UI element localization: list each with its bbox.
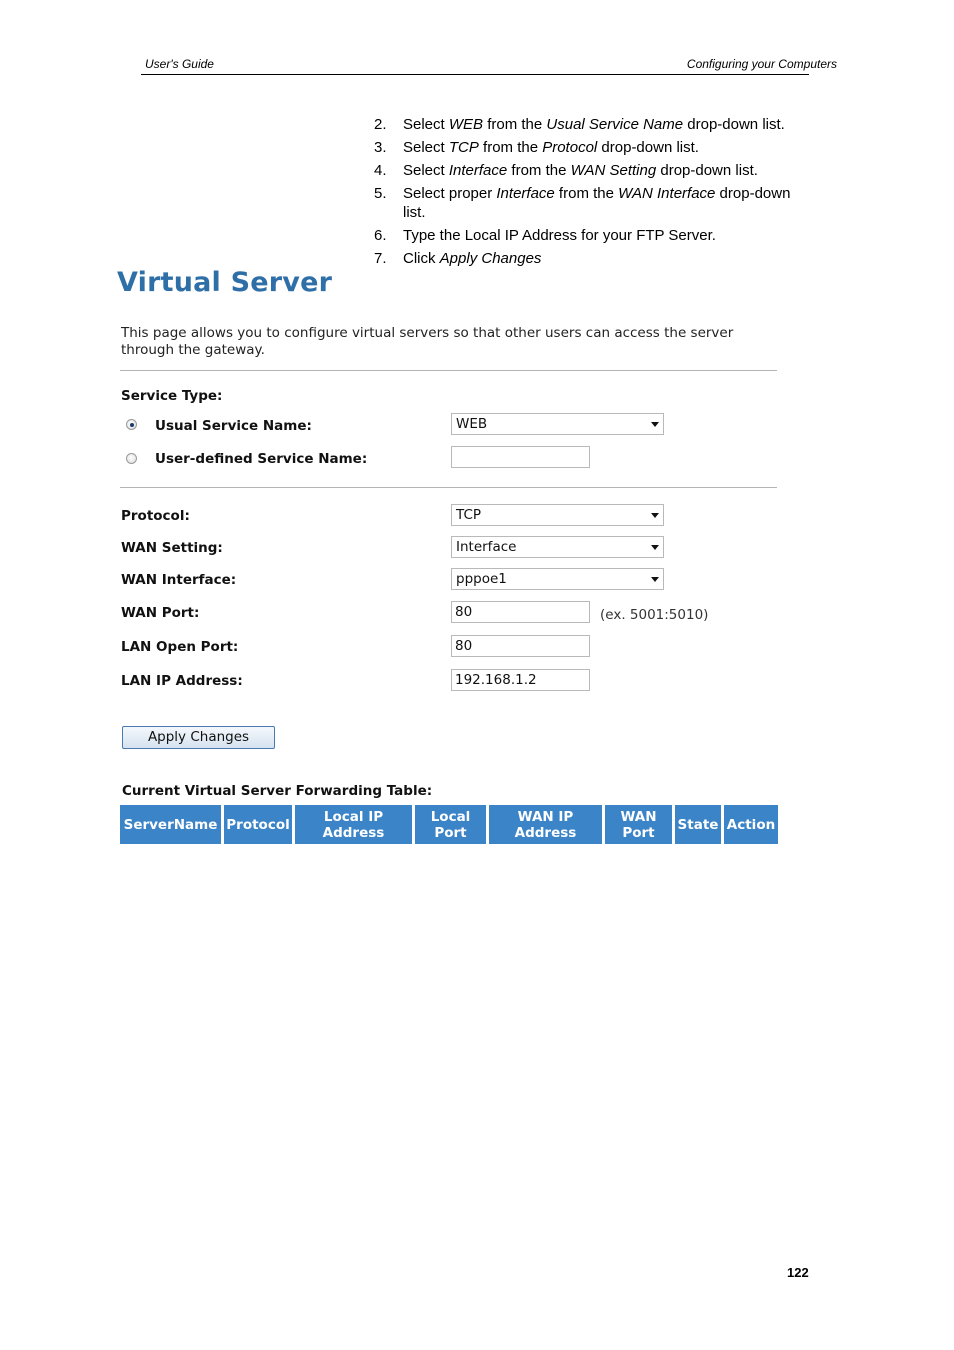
wan-interface-select[interactable]	[451, 568, 664, 590]
table-header-servername: ServerName	[120, 805, 221, 844]
selected-value: WEB	[456, 416, 488, 432]
wan-port-field[interactable]: 80	[451, 601, 590, 623]
chevron-down-icon	[651, 577, 659, 582]
table-header-action: Action	[724, 805, 778, 844]
step-item: 2. Select WEB from the Usual Service Name drop-down list.	[374, 116, 785, 133]
header-doc-title: User's Guide	[145, 57, 214, 71]
lan-ip-address-field[interactable]: 192.168.1.2	[451, 669, 590, 691]
page-description: This page allows you to configure virtual servers so that other users can access the server through the gateway.	[121, 325, 734, 358]
step-item: 4. Select Interface from the WAN Setting drop-down list.	[374, 162, 758, 179]
table-header-local-ip-address: Local IP Address	[295, 805, 412, 844]
page-title: Virtual Server	[117, 267, 333, 298]
wan-interface-label: WAN Interface:	[121, 572, 237, 588]
user-defined-service-name-label: User-defined Service Name:	[155, 451, 368, 467]
protocol-label: Protocol:	[121, 508, 190, 524]
usual-service-radio[interactable]	[126, 419, 137, 430]
page-number: 122	[787, 1265, 809, 1280]
usual-service-name-select[interactable]	[451, 413, 664, 435]
step-item: 7. Click Apply Changes	[374, 250, 542, 267]
header-rule	[141, 74, 809, 75]
forwarding-table-title: Current Virtual Server Forwarding Table:	[122, 783, 433, 799]
lan-open-port-field[interactable]: 80	[451, 635, 590, 657]
step-item: 5. Select proper Interface from the WAN Interface drop-down list.	[374, 185, 791, 221]
table-header-state: State	[675, 805, 721, 844]
wan-setting-select[interactable]	[451, 536, 664, 558]
step-number: 4.	[374, 162, 387, 179]
step-number: 6.	[374, 227, 387, 244]
table-header-local-port: Local Port	[415, 805, 486, 844]
step-number: 5.	[374, 185, 387, 202]
chevron-down-icon	[651, 513, 659, 518]
selected-value: Interface	[456, 539, 517, 555]
step-number: 7.	[374, 250, 387, 267]
step-item: 6. Type the Local IP Address for your FTP Server.	[374, 227, 716, 244]
step-item: 3. Select TCP from the Protocol drop-down list.	[374, 139, 699, 156]
user-defined-service-radio[interactable]	[126, 453, 137, 464]
user-defined-service-name-field[interactable]	[451, 446, 590, 468]
step-number: 2.	[374, 116, 387, 133]
instruction-steps	[374, 115, 814, 272]
apply-changes-button[interactable]: Apply Changes	[122, 726, 275, 749]
wan-setting-label: WAN Setting:	[121, 540, 223, 556]
usual-service-name-label: Usual Service Name:	[155, 418, 312, 434]
selected-value: pppoe1	[456, 571, 507, 587]
wan-port-label: WAN Port:	[121, 605, 200, 621]
section-divider	[120, 370, 777, 371]
table-header-protocol: Protocol	[224, 805, 292, 844]
wan-port-hint: (ex. 5001:5010)	[600, 607, 709, 623]
lan-ip-address-label: LAN IP Address:	[121, 673, 243, 689]
chevron-down-icon	[651, 545, 659, 550]
step-number: 3.	[374, 139, 387, 156]
table-header-wan-ip-address: WAN IP Address	[489, 805, 602, 844]
section-divider	[120, 487, 777, 488]
protocol-select[interactable]	[451, 504, 664, 526]
selected-value: TCP	[456, 507, 482, 523]
header-chapter-title: Configuring your Computers	[686, 57, 837, 71]
table-header-wan-port: WAN Port	[605, 805, 672, 844]
lan-open-port-label: LAN Open Port:	[121, 639, 239, 655]
chevron-down-icon	[651, 422, 659, 427]
service-type-label: Service Type:	[121, 388, 223, 404]
